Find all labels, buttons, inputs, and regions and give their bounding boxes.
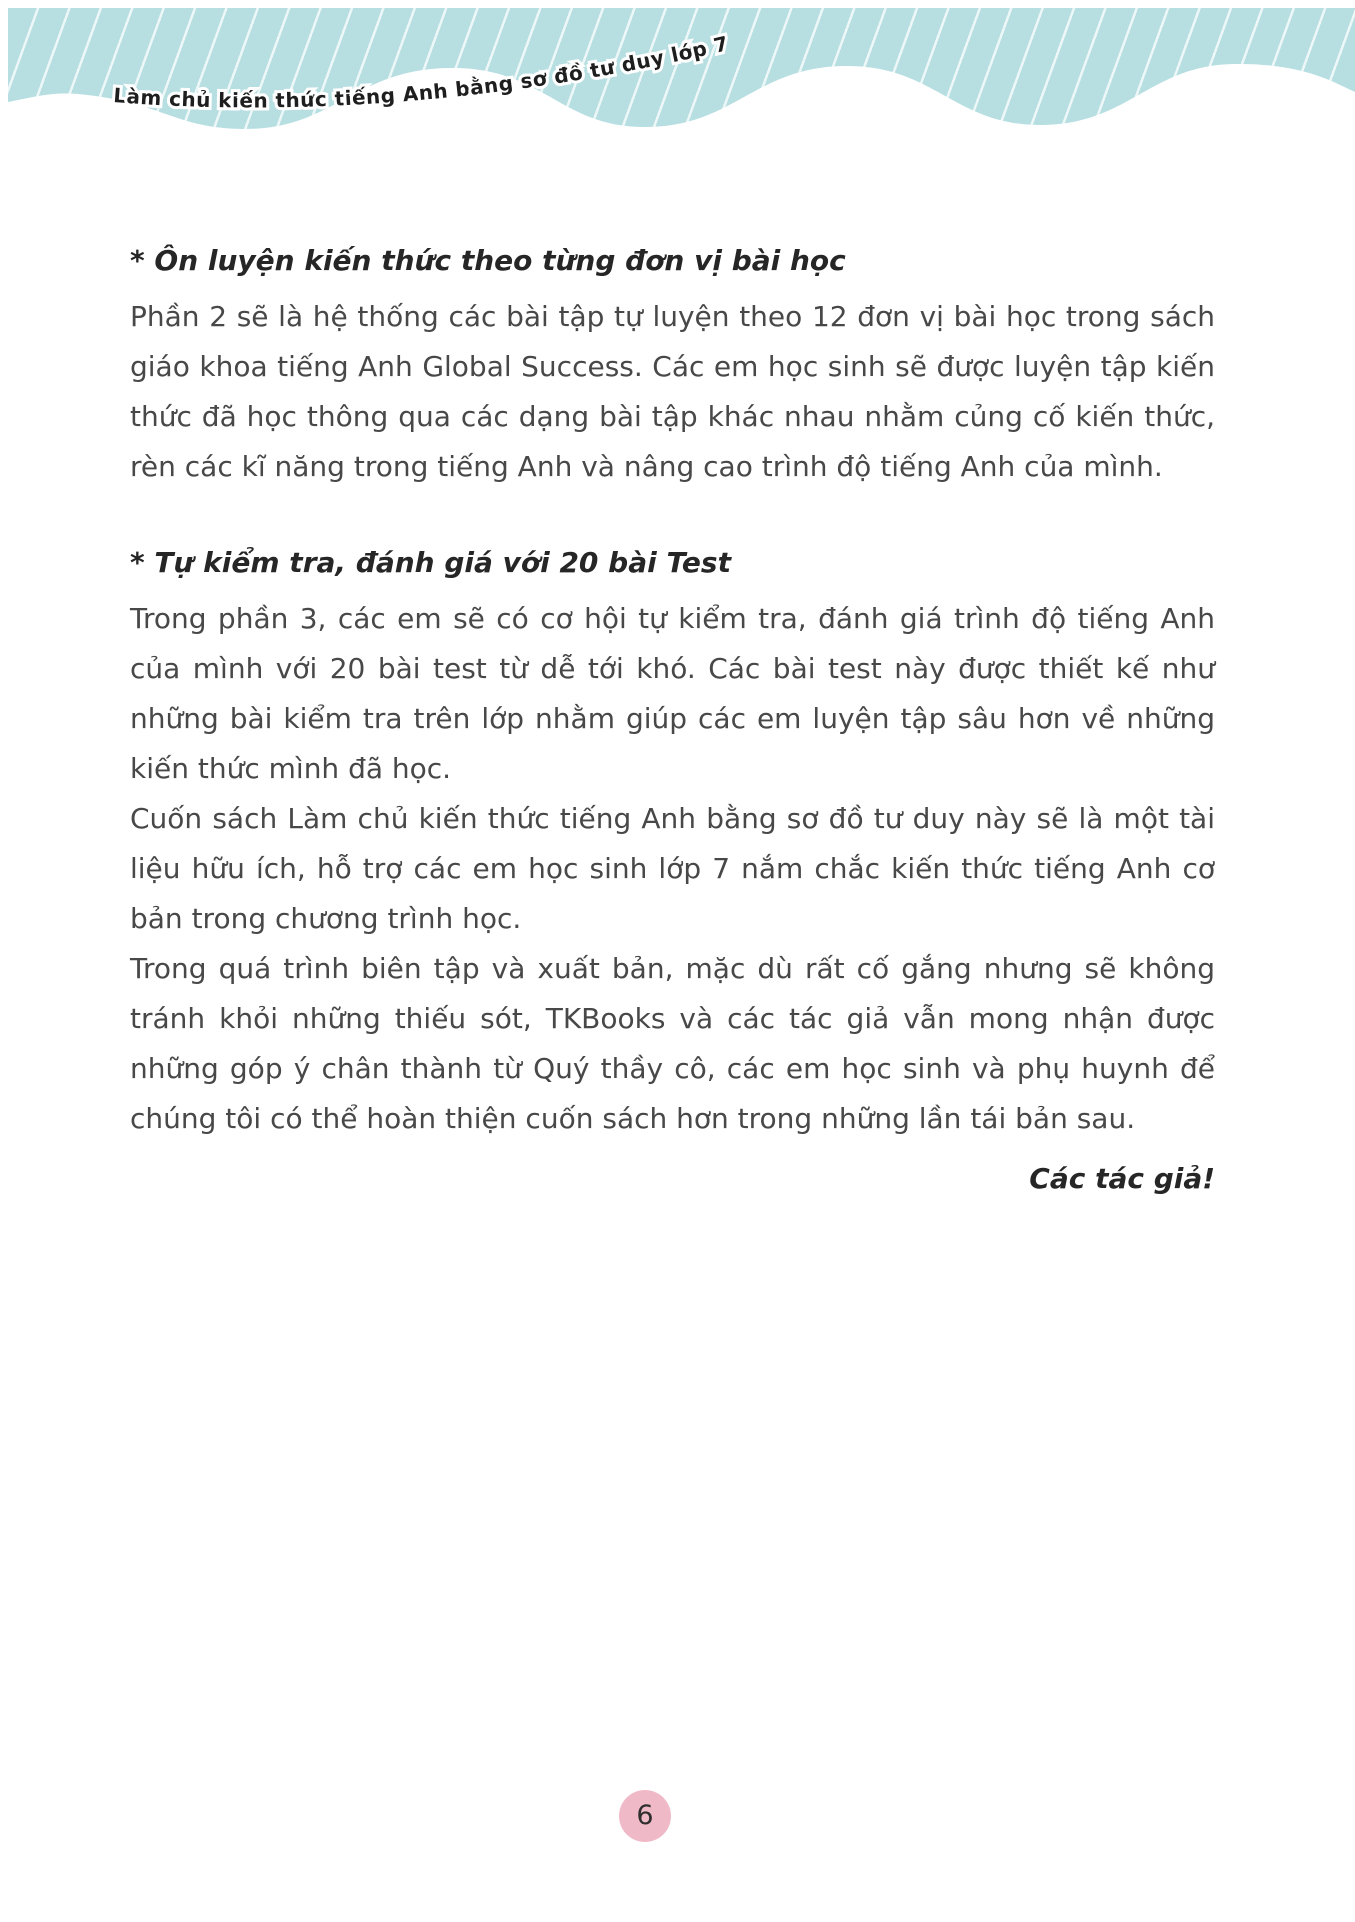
section-heading-self-test: * Tự kiểm tra, đánh giá với 20 bài Test: [130, 546, 731, 579]
page-content: [0, 150, 1355, 1204]
page-number-badge: 6: [619, 1790, 671, 1842]
paragraph-practice-units: Phần 2 sẽ là hệ thống các bài tập tự luyện theo 12 đơn vị bài học trong sách giáo khoa tiếng Anh Global Success. Các em học sinh sẽ được luyện tập kiến thức đã học thông qua các dạng bài tập khác nhau nhằm củng cố kiến thức, rèn các kĩ năng trong tiếng Anh và nâng cao trình độ tiếng Anh của mình.: [130, 300, 1215, 483]
section-heading-practice-units: * Ôn luyện kiến thức theo từng đơn vị bài học: [130, 244, 846, 277]
page-header-band: [8, 8, 1355, 150]
header-wave-graphic: [8, 8, 1355, 150]
paragraph-publisher-note: Trong quá trình biên tập và xuất bản, mặc dù rất cố gắng nhưng sẽ không tránh khỏi những thiếu sót, TKBooks và các tác giả vẫn mong nhận được những góp ý chân thành từ Quý thầy cô, các em học sinh và phụ huynh để chúng tôi có thể hoàn thiện cuốn sách hơn trong những lần tái bản sau.: [130, 952, 1215, 1135]
paragraph-book-purpose: Cuốn sách Làm chủ kiến thức tiếng Anh bằng sơ đồ tư duy này sẽ là một tài liệu hữu ích, hỗ trợ các em học sinh lớp 7 nắm chắc kiến thức tiếng Anh cơ bản trong chương trình học.: [130, 802, 1215, 935]
authors-signature: Các tác giả!: [1029, 1162, 1215, 1195]
paragraph-self-test: Trong phần 3, các em sẽ có cơ hội tự kiểm tra, đánh giá trình độ tiếng Anh của mình với 20 bài test từ dễ tới khó. Các bài test này được thiết kế như những bài kiểm tra trên lớp nhằm giúp các em luyện tập sâu hơn về những kiến thức mình đã học.: [130, 602, 1215, 785]
book-title: Làm chủ kiến thức tiếng Anh bằng sơ đồ tư duy lớp 7: [112, 31, 731, 113]
